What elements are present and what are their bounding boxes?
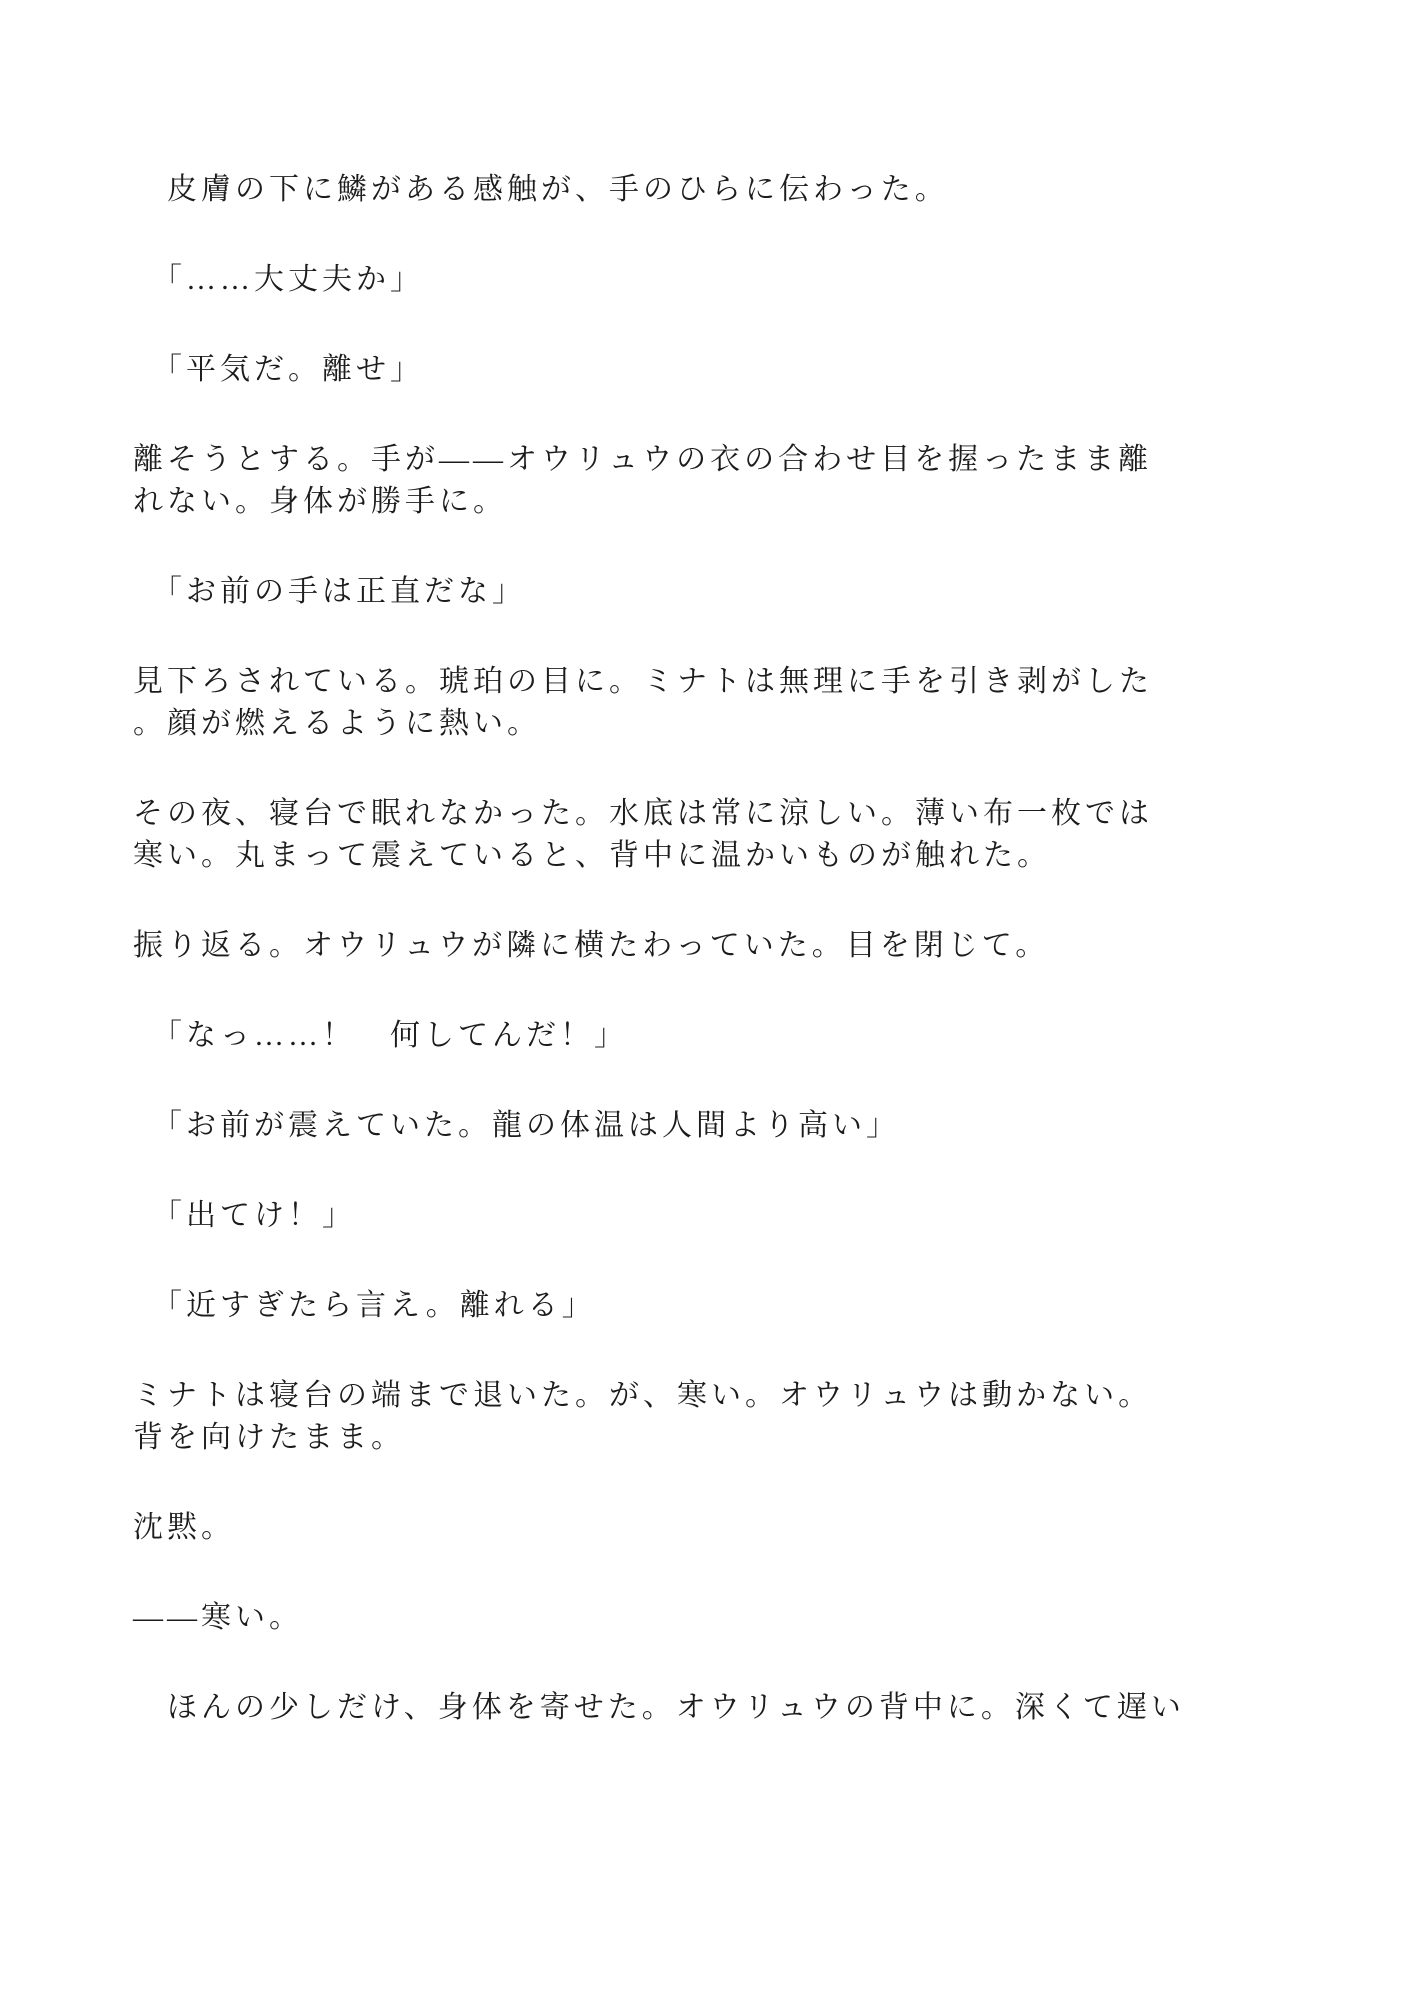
text-line: その夜、寝台で眠れなかった。水底は常に涼しい。薄い布一枚では [133, 797, 1153, 830]
paragraph-dialogue [133, 1015, 1295, 1057]
paragraph [133, 1597, 1295, 1639]
text-line: 「お前が震えていた。龍の体温は人間より高い」 [133, 1109, 900, 1142]
paragraph [133, 169, 1295, 211]
paragraph [133, 793, 1295, 877]
paragraph [133, 1375, 1295, 1459]
text-line: ほんの少しだけ、身体を寄せた。オウリュウの背中に。深くて遅い [133, 1691, 1185, 1724]
paragraph-dialogue [133, 1285, 1295, 1327]
text-line: 「出てけ！」 [133, 1199, 356, 1232]
text-line: 振り返る。オウリュウが隣に横たわっていた。目を閉じて。 [133, 929, 1050, 962]
text-line: 背を向けたまま。 [133, 1421, 405, 1454]
text-line: 皮膚の下に鱗がある感触が、手のひらに伝わった。 [133, 173, 949, 206]
text-line: れない。身体が勝手に。 [133, 485, 507, 518]
text-line: 「お前の手は正直だな」 [133, 575, 526, 608]
paragraph [133, 661, 1295, 745]
paragraph [133, 925, 1295, 967]
text-line: 「……大丈夫か」 [133, 263, 424, 296]
paragraph [133, 1687, 1295, 1729]
paragraph-dialogue [133, 1195, 1295, 1237]
paragraph [133, 1507, 1295, 1549]
text-line: 見下ろされている。琥珀の目に。ミナトは無理に手を引き剥がした [133, 665, 1153, 698]
text-line: ——寒い。 [133, 1601, 303, 1634]
text-line: ミナトは寝台の端まで退いた。が、寒い。オウリュウは動かない。 [133, 1379, 1153, 1412]
text-line: 「平気だ。離せ」 [133, 353, 424, 386]
text-line: 寒い。丸まって震えていると、背中に温かいものが触れた。 [133, 839, 1051, 872]
paragraph-dialogue [133, 259, 1295, 301]
paragraph [133, 439, 1295, 523]
text-line: 沈黙。 [133, 1511, 235, 1544]
paragraph-dialogue [133, 349, 1295, 391]
text-line: 離そうとする。手が——オウリュウの衣の合わせ目を握ったまま離 [133, 443, 1153, 476]
text-line: 「なっ……！ 何してんだ！」 [133, 1019, 628, 1052]
text-line: 「近すぎたら言え。離れる」 [133, 1289, 596, 1322]
paragraph-dialogue [133, 571, 1295, 613]
text-line: 。顔が燃えるように熱い。 [133, 707, 541, 740]
paragraph-dialogue [133, 1105, 1295, 1147]
